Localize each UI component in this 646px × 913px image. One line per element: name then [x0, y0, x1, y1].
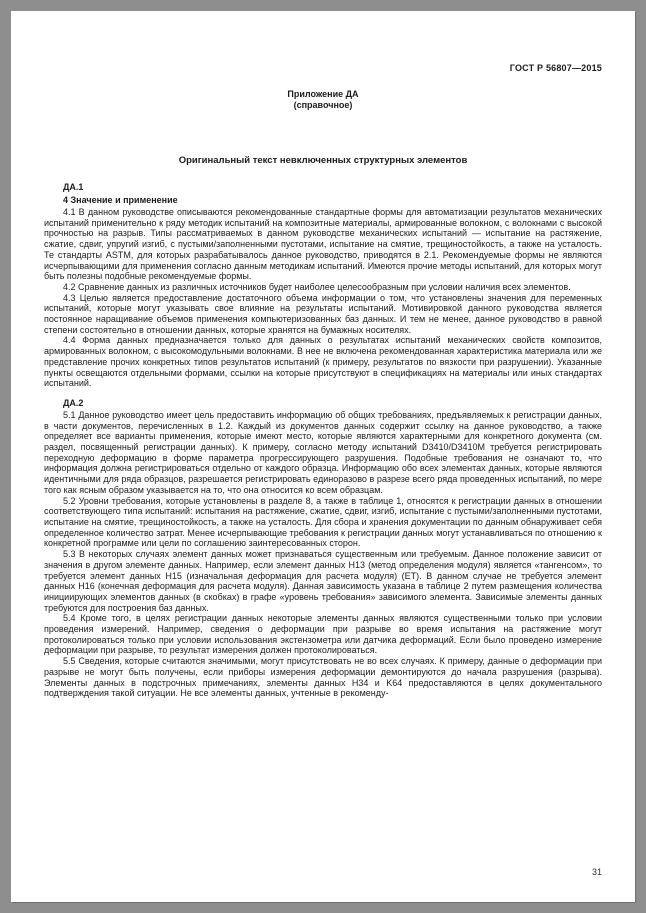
paragraph-5-5: 5.5 Сведения, которые считаются значимыми, могут присутствовать не во всех случаях. К примеру, данные о деформации при разрыве не могут быть получены, если приборы измерения деформации демонтируются до начала разрушения (разрыва). Элементы данных в подстрочных примечаниях, элементы данных H34 и K64 предоставляются в целях документального подтверждения такой ситуации. Не все элементы данных, учтенные в рекоменду- — [44, 656, 602, 699]
section-da1-label: ДА.1 — [63, 182, 84, 192]
standard-reference: ГОСТ Р 56807—2015 — [509, 63, 602, 73]
paragraph-4-2: 4.2 Сравнение данных из различных источников будет наиболее целесообразным при условии наличия всех элементов. — [63, 281, 571, 292]
paragraph-4-1: 4.1 В данном руководстве описываются рекомендованные стандартные формы для автоматизации результатов механических испытаний применительно к ряду методик испытаний на композитные материалы, армированные волокном, с волокнами с высокой прочностью на разрыв. Типы рассматриваемых в данном руководстве механических испытаний — испытание на растяжение, сжатие, сдвиг, упругий изгиб, с пустыми/заполненными пустотами, испытание на смятие, трещиностойкость, а также на усталость. Те стандарты ASTM, для которых разрабатывалось данное руководство, приводятся в 2.1. Рекомендуемые формы не являются исчерпывающими для применения согласно данным методикам испытаний. Имеются прочие методы испытаний, для которых могут быть полезны подобные рекомендуемые формы. — [44, 207, 602, 282]
document-page — [11, 11, 635, 902]
paragraph-4-3: 4.3 Целью является предоставление достаточного объема информации о том, что установлены значения для переменных испытаний, которые могут указывать свое влияние на результаты испытаний. Мотивировкой данного руководства является постоянное наращивание объемов применения компьютеризованных баз данных. И тем не менее, данное руководство в равной степени состоятельно в отношении данных, которые хранятся на бумажных носителях. — [44, 292, 602, 335]
section-da2-label: ДА.2 — [63, 397, 84, 408]
paragraph-5-2: 5.2 Уровни требования, которые установлены в разделе 8, а также в таблице 1, относятся к регистрации данных в отношении соответствующего типа испытаний: испытания на растяжение, сжатие, сдвиг, изгиб, испытание с пустыми/заполненными пустотами, испытание на смятие, трещиностойкость, а также на усталость. Для сбора и хранения документации по данным обнаруживает себя определенное количество затрат. Менее исчерпывающие требования к регистрации данных могут устанавливаться по отношению к конкретной программе или цели по соглашению заинтересованных сторон. — [44, 495, 602, 549]
annex-kind: (справочное) — [293, 100, 353, 110]
paragraph-4-4: 4.4 Форма данных предназначается только для данных о результатах испытаний механических свойств композитов, армированных волокном, с высокомодульными волокнами. В нее не включена рекомендованная характеристика материала или же представление прочих конкретных типов результатов испытаний (к примеру, результатов по вязкости при разрушении). Указанные пункты освещаются отдельными формами, ссылки на которые присутствуют в спецификациях на материалы или иных стандартах испытаний. — [44, 335, 602, 389]
section-da1-heading: 4 Значение и применение — [63, 195, 178, 205]
paragraph-5-3: 5.3 В некоторых случаях элемент данных может признаваться существенным или требуемым. Данное положение зависит от значения в другом элементе данных. Например, если элемент данных H13 (метод определения модуля) является «тангенсом», то требуется элемент данных H15 (изначальная деформация для расчета модуля) (ЕТ). В данном случае не требуется элемент данных H16 (конечная деформация для расчета модуля). Данная зависимость указана в таблице 2 путем размещения количества инициирующих элементов данных (в скобках) в графе «уровень требования» зависимого элемента. Зависимые элементы данных требуются для построения баз данных. — [44, 549, 602, 613]
document-title: Оригинальный текст невключенных структурных элементов — [178, 155, 468, 166]
section-da1 — [44, 182, 602, 389]
annex-block — [44, 89, 602, 111]
page-number: 31 — [591, 867, 602, 877]
section-da2 — [44, 398, 602, 699]
paragraph-5-1: 5.1 Данное руководство имеет цель предоставить информацию об общих требованиях, предъявляемых к регистрации данных, в части документов, перечисленных в 1.2. Каждый из документов данных содержит ссылку на данное руководство, а также определяет все варианты применения, которые имеют место, которые являются характерными для конкретного документа (см. раздел, посвященный регистрации данных). К примеру, согласно методу испытаний D3410/D3410M требуется регистрировать переходную деформацию в форме параметра прогрессирующего разрушения. Подобные требования не означают то, что информация должна регистрироваться отдельно от каждого образца. Информацию обо всех элементах данных, которые являются идентичными для ряда образцов, разрешается регистрировать единоразово в разрезе всего ряда проведенных испытаний, по мере того как ясным образом указывается на то, что она относится ко всем образцам. — [44, 409, 602, 495]
paragraph-5-4: 5.4 Кроме того, в целях регистрации данных некоторые элементы данных являются существенными только при условии проведения измерений. Например, сведения о деформации при разрыве во время испытания на растяжение могут протоколироваться только при условии использования экстензометра или датчика деформаций. Если было проведено измерение деформации при разрыве, то результат измерения должен протоколироваться. — [44, 613, 602, 656]
annex-label: Приложение ДА — [287, 89, 359, 99]
